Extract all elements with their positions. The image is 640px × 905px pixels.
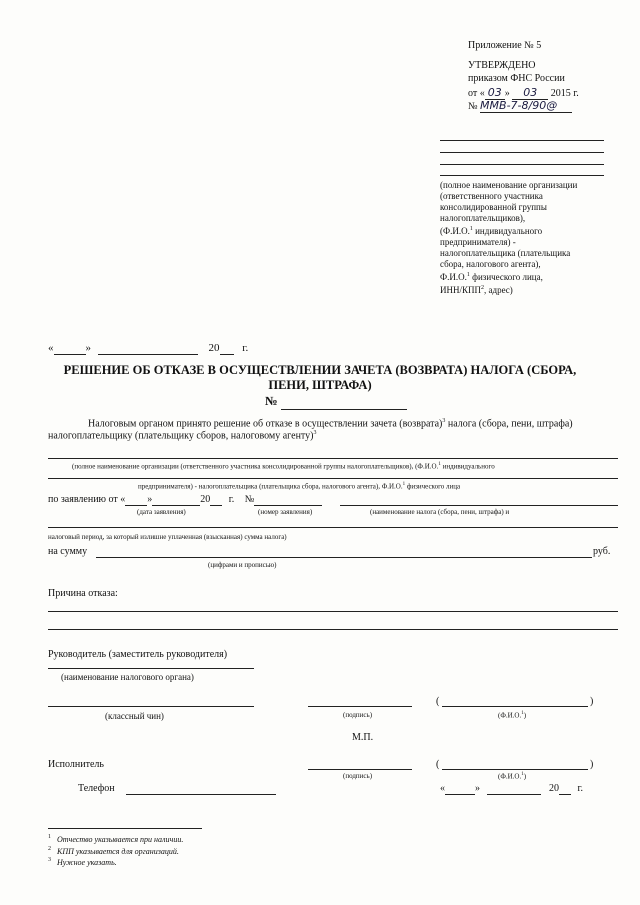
addressee-line-2 <box>440 152 604 153</box>
appendix-label: Приложение № 5 <box>468 40 542 51</box>
period-line <box>48 527 618 528</box>
fio2-text: Ф.И.О. <box>440 272 467 282</box>
head-sign-line <box>308 706 412 707</box>
footnote-ref: 1 <box>469 226 473 232</box>
addressee-line-3 <box>440 164 604 165</box>
statement-number-blank <box>254 494 322 506</box>
head-sign-note: (подпись) <box>343 711 373 719</box>
number-blank <box>281 394 407 410</box>
note-sum: (цифрами и прописью) <box>208 561 277 569</box>
tax-name-line <box>340 505 618 506</box>
addressee-note-line: налогоплательщиков), <box>440 213 526 223</box>
number-prefix: № <box>468 101 478 112</box>
note-tax-name: (наименование налога (сбора, пени, штрафа) и <box>370 508 510 516</box>
footnote-2 <box>48 846 179 856</box>
year-suffix: г. <box>242 342 249 354</box>
addressee-note-line: (ответственного участника <box>440 191 543 201</box>
addressee-note-fio <box>440 224 577 237</box>
fio-note-close: ) <box>523 711 527 720</box>
head-fio-line <box>442 706 588 707</box>
exec-sign-note: (подпись) <box>343 772 373 780</box>
addressee-line-4 <box>440 175 604 176</box>
intro-line-1 <box>88 418 573 429</box>
note-period: налоговый период, за который излишне уплаченная (взысканная) сумма налога) <box>48 533 287 541</box>
exec-century: 20 <box>549 783 559 794</box>
quote-close: » <box>85 342 91 354</box>
footnote-mark: 1 <box>48 834 51 840</box>
exec-month-blank <box>487 783 541 795</box>
addressee-note-line: консолидированной группы <box>440 202 547 212</box>
sum-label: на сумму <box>48 546 88 557</box>
intro-line2-text: налогоплательщику (плательщику сборов, налоговому агенту) <box>48 430 314 442</box>
taxpayer-line <box>48 458 618 459</box>
rank-note: (классный чин) <box>105 711 164 721</box>
order-number <box>468 99 572 113</box>
statement-day-blank <box>125 494 147 506</box>
phone-line <box>126 794 276 795</box>
footnote-ref: 2 <box>481 285 485 291</box>
intro-text: Налоговым органом принято решение об отказе в осуществлении зачета (возврата) <box>88 418 443 430</box>
note-entrepreneur <box>138 482 460 490</box>
head-fio-note <box>498 711 526 719</box>
statement-mid: » <box>147 494 153 505</box>
fio-note-close: ) <box>523 772 527 781</box>
title-line-2: ПЕНИ, ШТРАФА) <box>268 378 372 392</box>
reason-line-2 <box>48 629 618 630</box>
exec-fio-close: ) <box>590 759 594 770</box>
day-blank <box>54 342 86 355</box>
note-tail: физического лица <box>405 482 461 491</box>
addressee-note-inn <box>440 283 577 296</box>
approved-label: УТВЕРЖДЕНО <box>468 60 536 71</box>
footnote-1 <box>48 834 183 844</box>
footnote-3 <box>48 857 117 867</box>
footnote-mark: 3 <box>48 857 51 863</box>
date-mid: » <box>504 88 510 99</box>
taxpayer-line-2 <box>48 478 618 479</box>
fio2-tail: физического лица, <box>469 272 543 282</box>
footnote-mark: 2 <box>48 846 51 852</box>
note-text: предпринимателя) - налогоплательщика (плательщика сбора, налогового агента), Ф.И.О. <box>138 482 403 491</box>
addressee-note-line: (полное наименование организации <box>440 180 578 190</box>
exec-g: г. <box>577 783 583 794</box>
addressee-line-1 <box>440 140 604 141</box>
footnote-ref: 1 <box>402 482 406 487</box>
fio-text: (Ф.И.О. <box>440 226 470 236</box>
decision-date <box>48 342 248 355</box>
intro-text-b: налога (сбора, пени, штрафа) <box>445 418 573 430</box>
addressee-note-line: сбора, налогового агента), <box>440 259 541 269</box>
footnote-text: КПП указывается для организаций. <box>57 846 179 856</box>
addressee-note-line: предпринимателя) - <box>440 237 516 247</box>
rank-line <box>48 706 254 707</box>
addressee-note <box>440 180 577 296</box>
statement-year-blank <box>210 494 222 506</box>
statement-month-blank <box>152 494 200 506</box>
order-label: приказом ФНС России <box>468 73 565 84</box>
head-fio-open: ( <box>436 696 440 707</box>
reason-label: Причина отказа: <box>48 588 118 599</box>
exec-fio-line <box>442 769 588 770</box>
title-line-1: РЕШЕНИЕ ОБ ОТКАЗЕ В ОСУЩЕСТВЛЕНИИ ЗАЧЕТА (ВОЗВРАТА) НАЛОГА (СБОРА, <box>63 363 577 377</box>
phone-label: Телефон <box>78 783 115 794</box>
exec-date <box>440 783 583 795</box>
month-blank <box>98 342 198 355</box>
stamp-label: М.П. <box>352 732 374 743</box>
org-line <box>48 668 254 669</box>
quote-open: « <box>48 342 54 354</box>
reason-line-1 <box>48 611 618 612</box>
footnote-ref: 1 <box>438 462 441 467</box>
footnote-ref: 3 <box>442 418 446 424</box>
addressee-note-fio2 <box>440 270 577 283</box>
head-label: Руководитель (заместитель руководителя) <box>48 649 228 660</box>
fio-note: (Ф.И.О. <box>498 772 522 781</box>
order-year: 2015 г. <box>550 88 579 99</box>
order-month: 03 <box>512 86 548 100</box>
org-note: (наименование налогового органа) <box>61 672 194 682</box>
footnote-ref: 3 <box>313 430 317 436</box>
sum-line <box>96 557 592 558</box>
note-tail: индивидуального <box>440 462 495 471</box>
note-statement-number: (номер заявления) <box>258 508 313 516</box>
year-blank <box>220 342 234 355</box>
order-date <box>468 86 579 100</box>
date-prefix: от « <box>468 88 485 99</box>
head-fio-close: ) <box>590 696 594 707</box>
order-number-value: ММВ-7-8/90@ <box>480 99 572 113</box>
footnote-ref: 1 <box>466 272 470 278</box>
decision-number <box>265 394 407 410</box>
statement-prefix: по заявлению от « <box>48 494 126 505</box>
footnote-separator <box>48 828 202 829</box>
exec-year-blank <box>559 783 571 795</box>
executor-label: Исполнитель <box>48 759 104 770</box>
footnote-ref: 1 <box>521 711 524 716</box>
note-full-name <box>72 462 495 470</box>
exec-fio-note <box>498 772 526 780</box>
statement-century: 20 <box>200 494 211 505</box>
address-text: , адрес) <box>484 285 513 295</box>
exec-quote-close: » <box>475 783 480 794</box>
addressee-note-line: налогоплательщика (плательщика <box>440 248 571 258</box>
statement-no: № <box>244 494 255 505</box>
exec-sign-line <box>308 769 412 770</box>
exec-day-blank <box>445 783 475 795</box>
fio-tail: индивидуального <box>472 226 543 236</box>
footnote-text: Отчество указывается при наличии. <box>57 834 184 844</box>
century: 20 <box>208 342 220 354</box>
statement-row <box>48 494 322 506</box>
exec-fio-open: ( <box>436 759 440 770</box>
intro-line-2 <box>48 430 317 441</box>
number-label: № <box>265 394 278 408</box>
footnote-ref: 1 <box>521 772 524 777</box>
sum-currency: руб. <box>593 546 611 557</box>
fio-note: (Ф.И.О. <box>498 711 522 720</box>
footnote-text: Нужное указать. <box>57 857 117 867</box>
exec-quote-open: « <box>440 783 445 794</box>
note-statement-date: (дата заявления) <box>137 508 186 516</box>
inn-text: ИНН/КПП <box>440 285 482 295</box>
order-day: 03 <box>485 86 505 100</box>
statement-g: г. <box>228 494 235 505</box>
note-text: (полное наименование организации (ответственного участника консолидированной группы налогоплательщиков), (Ф.И.О. <box>72 462 439 471</box>
